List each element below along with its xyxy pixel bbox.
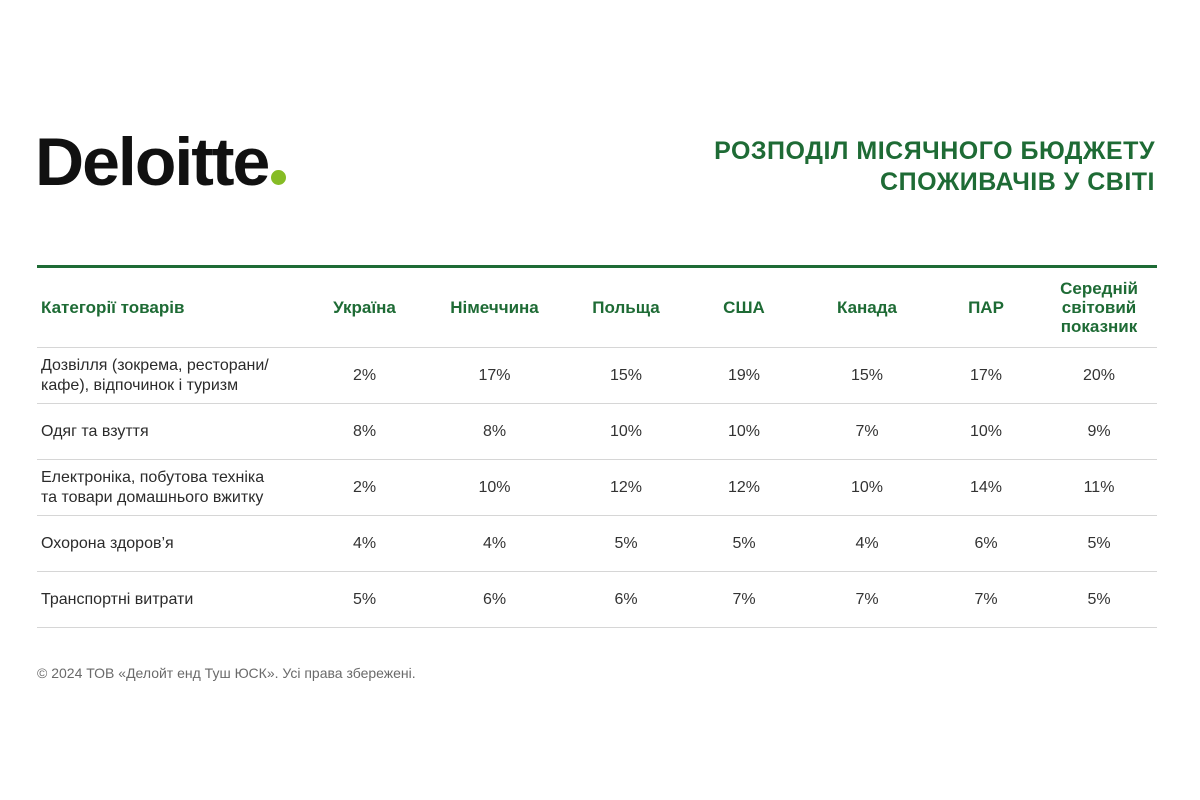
title-line-2: СПОЖИВАЧІВ У СВІТІ — [880, 168, 1155, 196]
table-row — [37, 404, 1157, 460]
value-cell: 5% — [307, 572, 422, 628]
value-cell: 10% — [422, 460, 567, 516]
title-line-1: РОЗПОДІЛ МІСЯЧНОГО БЮДЖЕТУ — [714, 137, 1155, 165]
value-cell: 9% — [1041, 404, 1157, 460]
value-cell: 4% — [307, 516, 422, 572]
column-header-category: Категорії товарів — [37, 268, 307, 348]
value-cell: 2% — [307, 348, 422, 404]
logo-text: Deloitte — [35, 124, 269, 200]
column-header-5: Канада — [803, 268, 931, 348]
table-body — [37, 348, 1157, 628]
table-row — [37, 516, 1157, 572]
value-cell: 6% — [931, 516, 1041, 572]
value-cell: 5% — [685, 516, 803, 572]
value-cell: 5% — [567, 516, 685, 572]
value-cell: 15% — [567, 348, 685, 404]
value-cell: 5% — [1041, 572, 1157, 628]
value-cell: 4% — [422, 516, 567, 572]
value-cell: 4% — [803, 516, 931, 572]
value-cell: 8% — [422, 404, 567, 460]
column-header-2: Німеччина — [422, 268, 567, 348]
value-cell: 15% — [803, 348, 931, 404]
value-cell: 11% — [1041, 460, 1157, 516]
value-cell: 20% — [1041, 348, 1157, 404]
value-cell: 7% — [803, 404, 931, 460]
column-header-3: Польща — [567, 268, 685, 348]
deloitte-logo — [35, 124, 286, 200]
value-cell: 12% — [685, 460, 803, 516]
category-cell: Електроніка, побутова техніка та товари домашнього вжитку — [37, 460, 307, 516]
value-cell: 14% — [931, 460, 1041, 516]
column-header-6: ПАР — [931, 268, 1041, 348]
page-title — [714, 136, 1155, 198]
value-cell: 6% — [422, 572, 567, 628]
table-row — [37, 460, 1157, 516]
category-cell: Одяг та взуття — [37, 404, 307, 460]
value-cell: 6% — [567, 572, 685, 628]
value-cell: 7% — [685, 572, 803, 628]
table-header-row — [37, 268, 1157, 348]
value-cell: 19% — [685, 348, 803, 404]
value-cell: 2% — [307, 460, 422, 516]
value-cell: 10% — [685, 404, 803, 460]
column-header-4: США — [685, 268, 803, 348]
value-cell: 10% — [567, 404, 685, 460]
copyright-footer: © 2024 ТОВ «Делойт енд Туш ЮСК». Усі права збережені. — [37, 665, 416, 681]
category-cell: Транспортні витрати — [37, 572, 307, 628]
budget-table — [37, 268, 1157, 628]
table-row — [37, 572, 1157, 628]
category-cell: Охорона здоров’я — [37, 516, 307, 572]
category-cell: Дозвілля (зокрема, ресторани/ кафе), відпочинок і туризм — [37, 348, 307, 404]
value-cell: 17% — [422, 348, 567, 404]
value-cell: 7% — [803, 572, 931, 628]
value-cell: 7% — [931, 572, 1041, 628]
value-cell: 10% — [931, 404, 1041, 460]
value-cell: 10% — [803, 460, 931, 516]
value-cell: 17% — [931, 348, 1041, 404]
table-row — [37, 348, 1157, 404]
value-cell: 12% — [567, 460, 685, 516]
column-header-7: Середній світовий показник — [1041, 268, 1157, 348]
value-cell: 5% — [1041, 516, 1157, 572]
logo-dot-icon — [271, 170, 286, 185]
budget-table-container — [37, 265, 1157, 628]
value-cell: 8% — [307, 404, 422, 460]
column-header-1: Україна — [307, 268, 422, 348]
